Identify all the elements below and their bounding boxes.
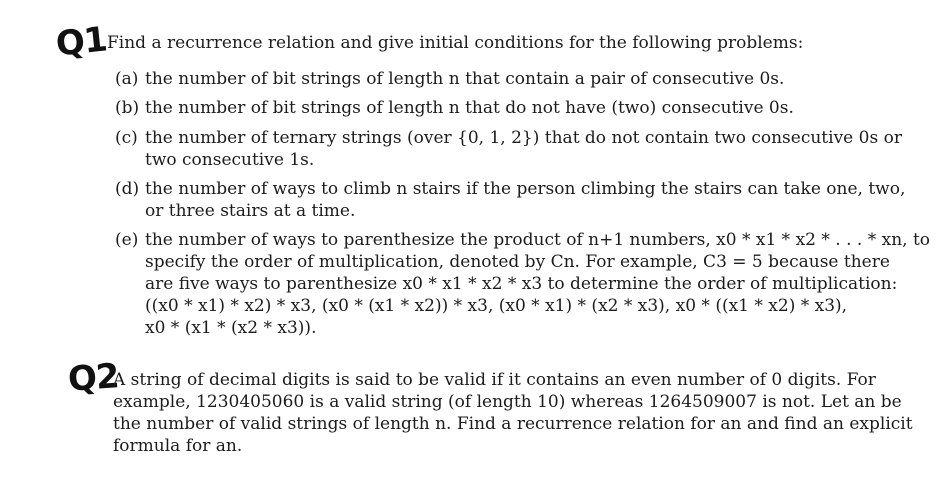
part-c-text-line-1: the number of ternary strings (over {0, 1, 2}) that do not contain two consecutive 0s or [145,128,902,148]
part-e-text-line-1: the number of ways to parenthesize the product of n+1 numbers, x0 * x1 * x2 * . . . * xn, to [145,230,931,250]
part-e-text-line-2: specify the order of multiplication, denoted by Cn. For example, C3 = 5 because there [145,252,890,272]
q1-handwritten-label: Q1 [54,19,109,65]
part-a-text: the number of bit strings of length n that contain a pair of consecutive 0s. [145,69,785,89]
part-c-label: (c) [115,128,138,148]
q1-prompt: Find a recurrence relation and give initial conditions for the following problems: [107,33,804,53]
part-d-text-line-1: the number of ways to climb n stairs if the person climbing the stairs can take one, two, [145,179,906,199]
q2-text-line-4: formula for an. [113,436,243,456]
q2-handwritten-label: Q2 [66,356,120,400]
part-c-text-line-2: two consecutive 1s. [145,150,315,170]
part-e-text-line-4: ((x0 * x1) * x2) * x3, (x0 * (x1 * x2)) * x3, (x0 * x1) * (x2 * x3), x0 * ((x1 * x2) * x3), [145,296,848,316]
q2-text-line-2: example, 1230405060 is a valid string (of length 10) whereas 1264509007 is not. Let an be [113,392,902,412]
part-b-text: the number of bit strings of length n that do not have (two) consecutive 0s. [145,98,794,118]
q2-text-line-3: the number of valid strings of length n. Find a recurrence relation for an and find an explicit [113,414,913,434]
part-d-text-line-2: or three stairs at a time. [145,201,356,221]
part-b-label: (b) [115,98,140,118]
part-d-label: (d) [115,179,140,199]
part-e-text-line-3: are five ways to parenthesize x0 * x1 * x2 * x3 to determine the order of multiplication: [145,274,898,294]
q2-text-line-1: A string of decimal digits is said to be valid if it contains an even number of 0 digits. For [113,370,876,390]
part-e-label: (e) [115,230,139,250]
part-a-label: (a) [115,69,139,89]
part-e-text-line-5: x0 * (x1 * (x2 * x3)). [145,318,317,338]
